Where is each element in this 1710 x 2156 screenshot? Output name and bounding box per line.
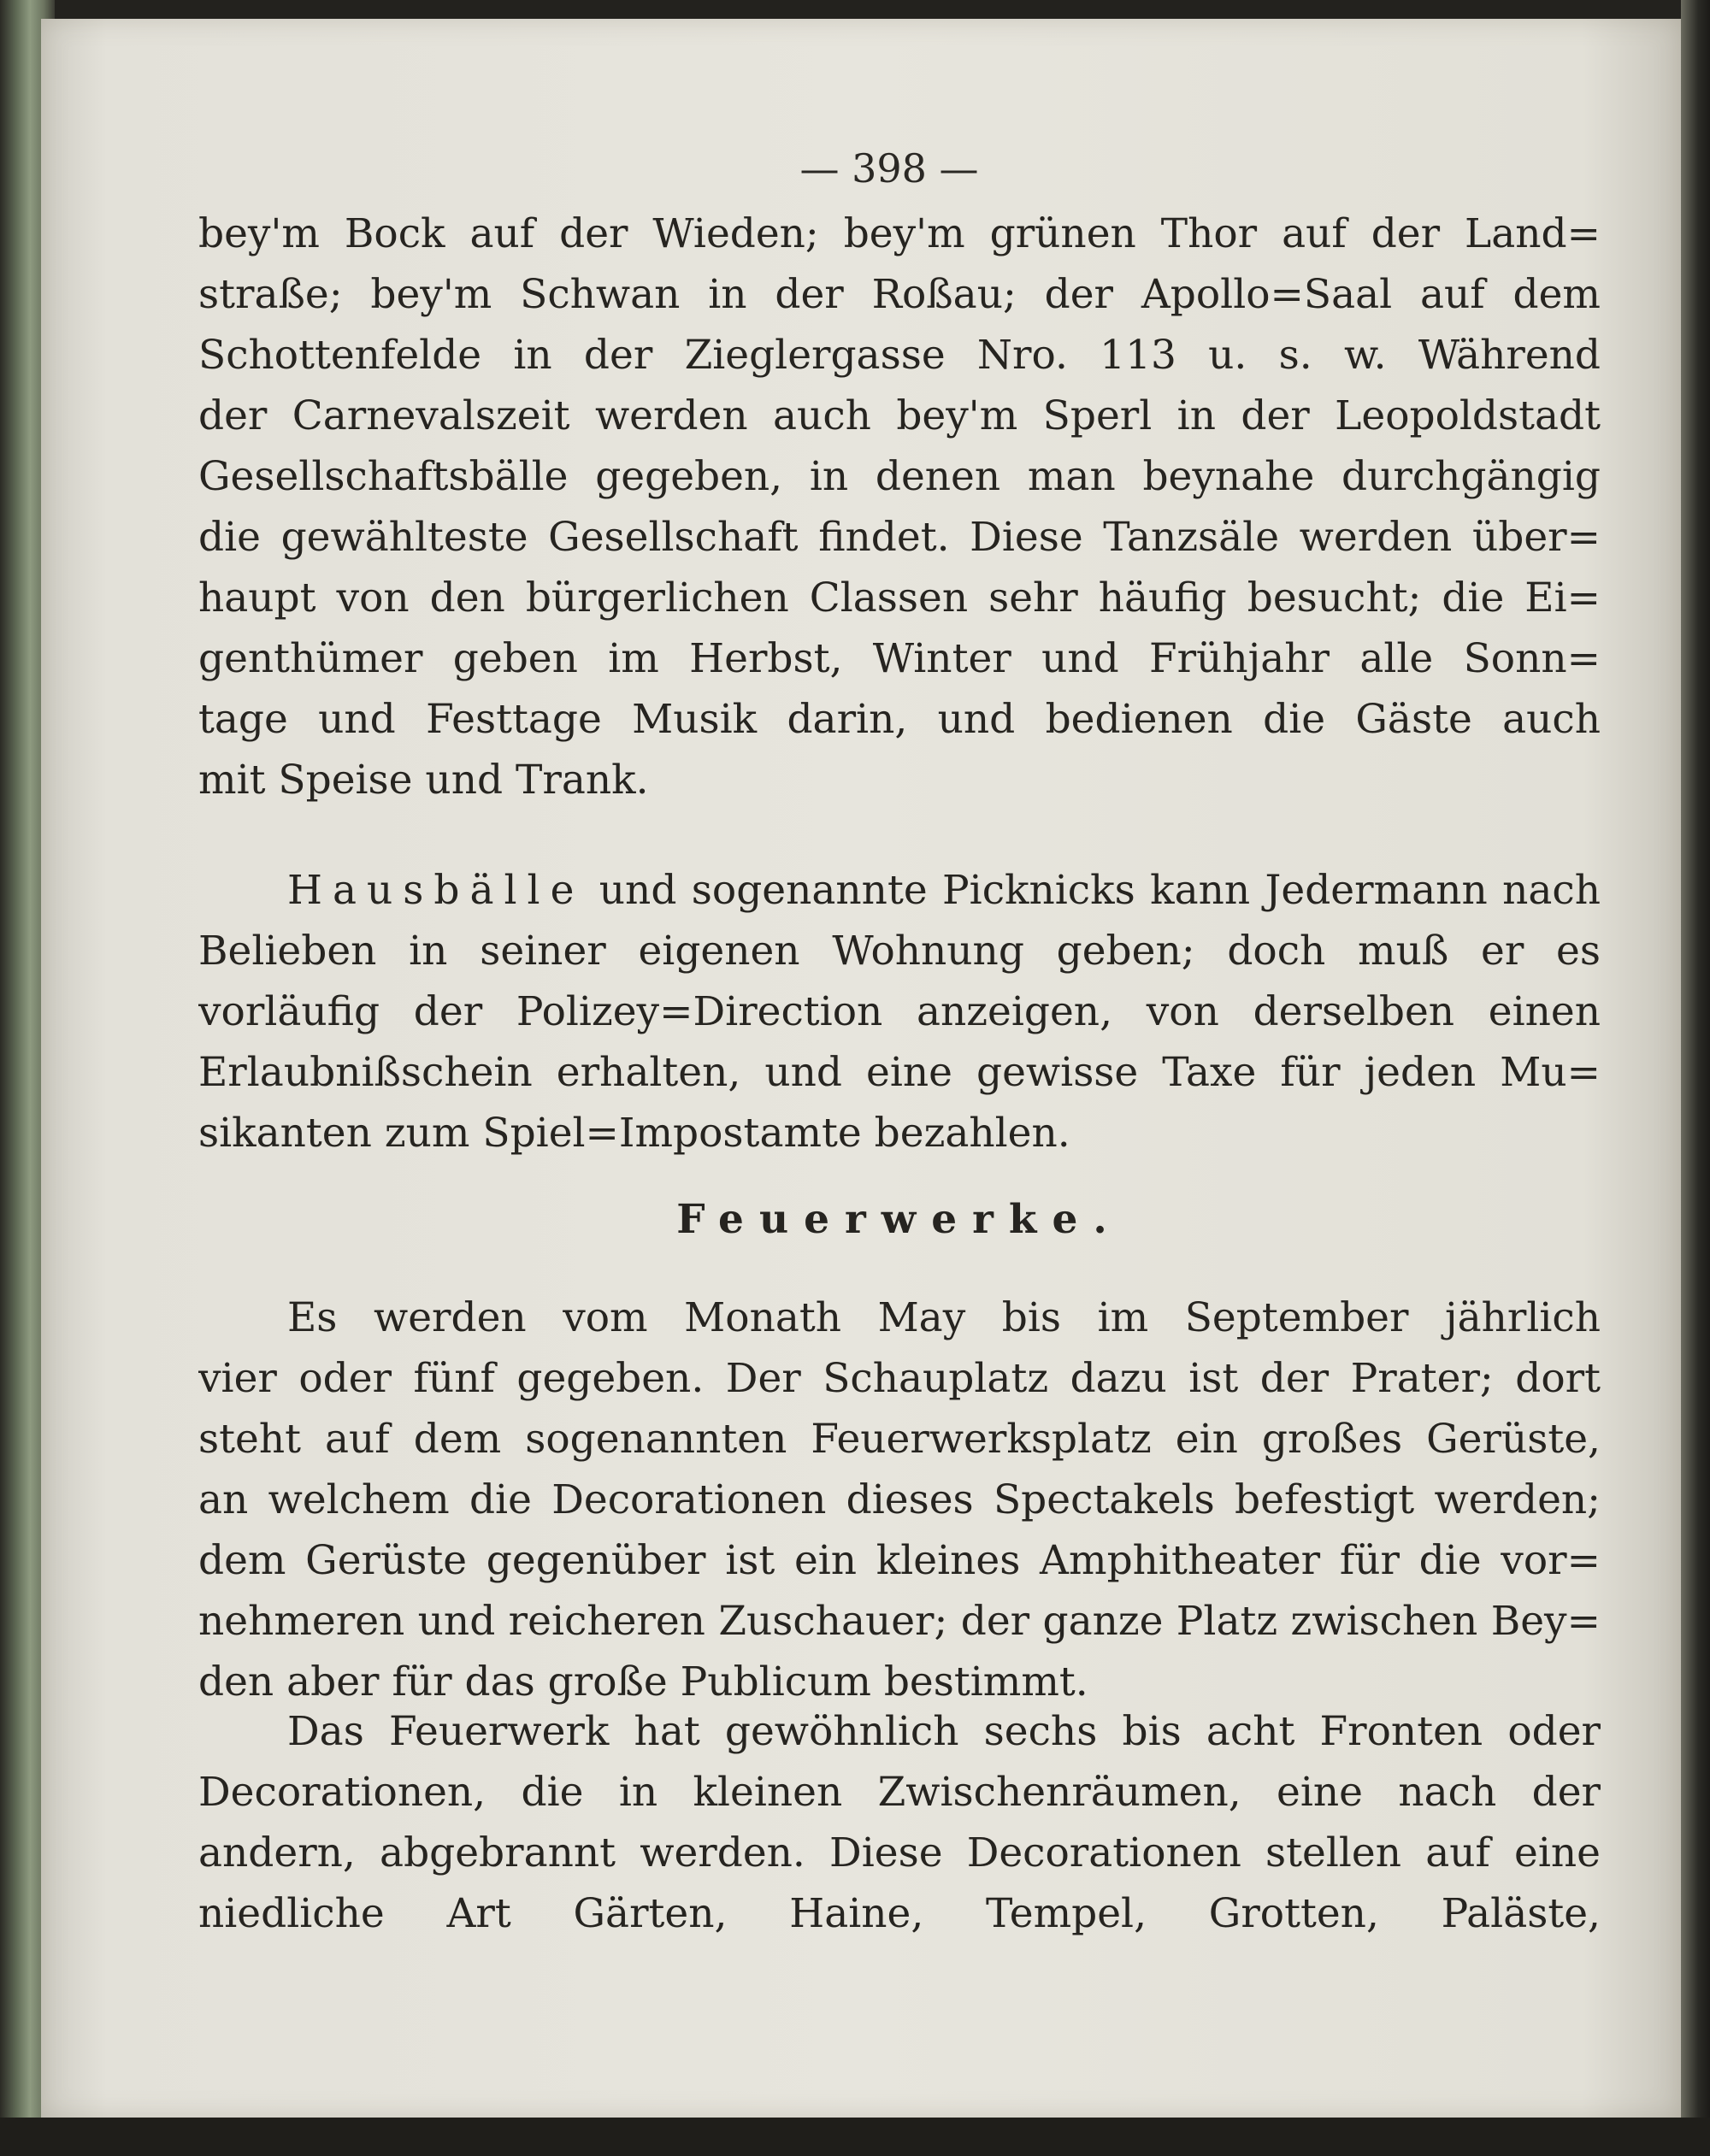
text-line: der Carnevalszeit werden auch bey'm Sperl in der Leopoldstadt — [198, 392, 1601, 439]
text-line: Schottenfelde in der Zieglergasse Nro. 113 u. s. w. Während — [198, 332, 1601, 379]
text-line — [198, 860, 1601, 921]
text-line: straße; bey'm Schwan in der Roßau; der Apollo=Saal auf dem — [198, 271, 1601, 318]
text-line: nehmeren und reicheren Zuschauer; der ganze Platz zwischen Bey= — [198, 1598, 1601, 1645]
spaced-lead-word: Hausbälle — [287, 867, 585, 914]
page-bottom-shadow — [0, 2118, 1710, 2156]
text-line: vier oder fünf gegeben. Der Schauplatz dazu ist der Prater; dort — [198, 1355, 1601, 1402]
text-line: an welchem die Decorationen dieses Spectakels befestigt werden; — [198, 1476, 1601, 1523]
text-line: bey'm Bock auf der Wieden; bey'm grünen Thor auf der Land= — [198, 210, 1601, 257]
text-line: Gesellschaftsbälle gegeben, in denen man beynahe durchgängig — [198, 453, 1601, 500]
text-line: Das Feuerwerk hat gewöhnlich sechs bis acht Fronten oder — [287, 1708, 1601, 1755]
text-line: genthümer geben im Herbst, Winter und Frühjahr alle Sonn= — [198, 635, 1601, 682]
paragraph-feuerwerke — [198, 1287, 1601, 1712]
text-line: die gewählteste Gesellschaft findet. Diese Tanzsäle werden über= — [198, 514, 1601, 561]
text-line: sikanten zum Spiel=Impostamte bezahlen. — [198, 1110, 1070, 1157]
text-line: den aber für das große Publicum bestimmt. — [198, 1658, 1088, 1705]
paragraph-tanzsaele — [198, 203, 1601, 810]
text-line: mit Speise und Trank. — [198, 757, 649, 804]
text-line: Es werden vom Monath May bis im September jährlich — [287, 1294, 1601, 1341]
paragraph-fronten — [198, 1701, 1601, 1944]
text-line: Belieben in seiner eigenen Wohnung geben; doch muß er es — [198, 928, 1601, 975]
text-line: andern, abgebrannt werden. Diese Decorationen stellen auf eine — [198, 1829, 1601, 1876]
paragraph-hausbaelle — [198, 860, 1601, 1163]
text-line: niedliche Art Gärten, Haine, Tempel, Grotten, Paläste, — [198, 1890, 1601, 1937]
page-number: — 398 — — [799, 145, 979, 191]
text-line: vorläufig der Polizey=Direction anzeigen, von derselben einen — [198, 988, 1601, 1035]
text-line: Erlaubnißschein erhalten, und eine gewisse Taxe für jeden Mu= — [198, 1049, 1601, 1096]
text-line: Decorationen, die in kleinen Zwischenräumen, eine nach der — [198, 1769, 1601, 1816]
text-line: haupt von den bürgerlichen Classen sehr häufig besucht; die Ei= — [198, 574, 1601, 621]
text-line: tage und Festtage Musik darin, und bedienen die Gäste auch — [198, 696, 1601, 743]
page-right-shadow — [1681, 0, 1710, 2156]
text-line: steht auf dem sogenannten Feuerwerksplatz ein großes Gerüste, — [198, 1416, 1601, 1463]
text-line: dem Gerüste gegenüber ist ein kleines Amphitheater für die vor= — [198, 1537, 1601, 1584]
section-heading: Feuerwerke. — [676, 1196, 1123, 1243]
text-line-rest: und sogenannte Picknicks kann Jedermann nach — [584, 867, 1601, 914]
